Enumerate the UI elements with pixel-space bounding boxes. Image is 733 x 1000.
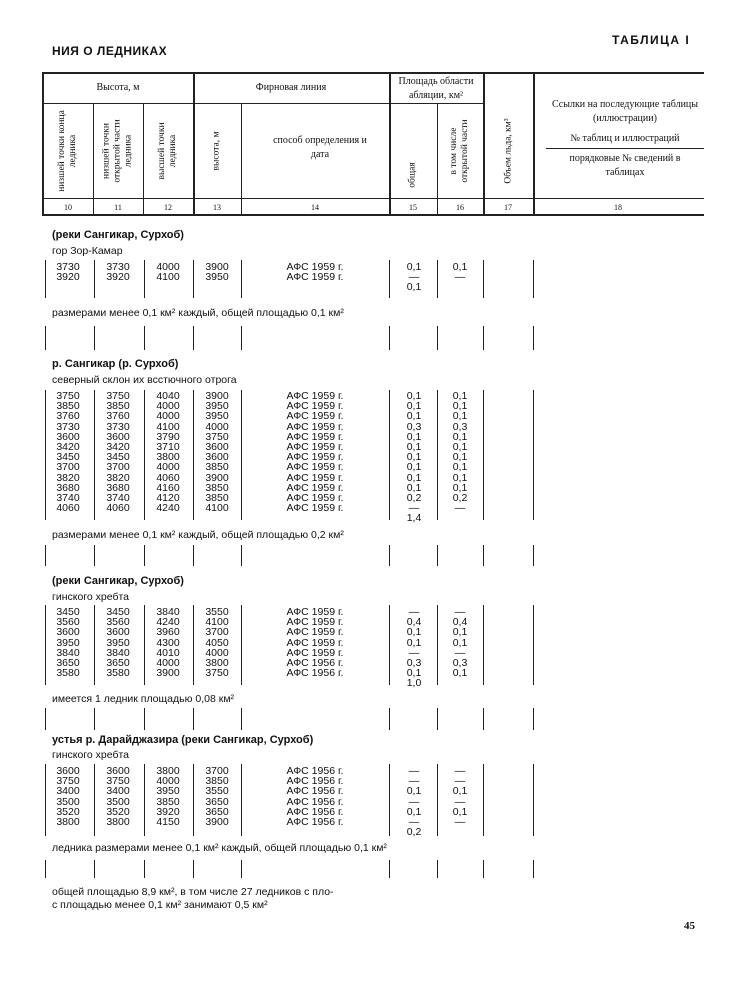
column-separator-tick <box>483 260 484 298</box>
col12-header: высшей точки ледника <box>157 122 178 180</box>
col14-values: АФС 1959 г. АФС 1959 г. АФС 1959 г. АФС 1959 г. АФС 1959 г. АФС 1956 г. АФС 1956 г. <box>286 606 344 680</box>
col13-values: 3900 3950 3950 4000 3750 3600 3600 3850 3900 3850 3850 4100 <box>205 390 229 515</box>
col12-values: 4000 4100 <box>156 261 180 284</box>
col-number: 12 <box>164 203 172 212</box>
column-separator-tick <box>94 764 95 836</box>
section-title: (реки Сангикар, Сурхоб) <box>52 575 184 587</box>
area-group-label: Площадь области абляции, км² <box>398 76 474 101</box>
header-title-left: НИЯ О ЛЕДНИКАХ <box>52 44 168 58</box>
column-separator-tick <box>437 260 438 298</box>
column-separator-tick <box>437 390 438 520</box>
column-separator-tick <box>193 326 194 350</box>
section-note: имеется 1 ледник площадью 0,08 км² <box>52 693 235 705</box>
column-separator-tick <box>483 390 484 520</box>
col16-header: в том числе открытой части <box>449 119 470 183</box>
col13-values: 3900 3950 <box>205 261 229 284</box>
column-separator-tick <box>144 390 145 520</box>
col14-header: способ определения и дата <box>273 135 367 160</box>
column-separator-tick <box>193 764 194 836</box>
footer-line-2: с площадью менее 0,1 км² занимают 0,5 км² <box>52 899 268 911</box>
col18-header-bot: порядковые № сведений в таблицах <box>569 153 681 178</box>
col15-values: — — 0,1 — 0,1 — 0,2 <box>406 765 422 839</box>
column-separator-tick <box>94 390 95 520</box>
col15-values: 0,1 — 0,1 <box>406 261 422 294</box>
height-group-label: Высота, м <box>96 82 140 93</box>
column-separator-tick <box>389 708 390 730</box>
section-note: размерами менее 0,1 км² каждый, общей площадью 0,2 км² <box>52 529 344 541</box>
column-separator-tick <box>45 326 46 350</box>
column-separator-tick <box>94 860 95 878</box>
column-separator-tick <box>437 326 438 350</box>
section-title: (реки Сангикар, Сурхоб) <box>52 229 184 241</box>
col14-values: АФС 1959 г. АФС 1959 г. АФС 1959 г. АФС 1959 г. АФС 1959 г. АФС 1959 г. АФС 1959 г. АФС 1959 г. АФС 1959 г. АФС 1959 г. АФС 1959 г. АФС 1959 г. <box>286 390 344 515</box>
column-separator-tick <box>45 860 46 878</box>
section-subtitle: гинского хребта <box>52 591 130 603</box>
col-number: 13 <box>213 203 221 212</box>
column-separator-tick <box>144 860 145 878</box>
section-note: размерами менее 0,1 км² каждый, общей площадью 0,1 км² <box>52 307 344 319</box>
header-divider <box>241 103 242 214</box>
col-number: 17 <box>504 203 512 212</box>
col13-values: 3550 4100 3700 4050 4000 3800 3750 <box>205 606 229 680</box>
col-number: 11 <box>114 203 122 212</box>
column-separator-tick <box>193 708 194 730</box>
col18-header-top: Ссылки на последующие таблицы (иллюстрации) <box>552 99 699 124</box>
column-separator-tick <box>144 764 145 836</box>
column-separator-tick <box>389 390 390 520</box>
column-separator-tick <box>94 326 95 350</box>
column-separator-tick <box>533 764 534 836</box>
column-separator-tick <box>389 545 390 566</box>
column-separator-tick <box>389 764 390 836</box>
col13-values: 3700 3850 3550 3650 3650 3900 <box>205 765 229 829</box>
col12-values: 3800 4000 3950 3850 3920 4150 <box>156 765 180 829</box>
footer-line-1: общей площадью 8,9 км², в том числе 27 ледников с пло- <box>52 886 334 898</box>
column-separator-tick <box>193 260 194 298</box>
column-separator-tick <box>45 764 46 836</box>
col15-values: — 0,4 0,1 0,1 — 0,3 0,1 1,0 <box>406 606 422 690</box>
column-separator-tick <box>389 260 390 298</box>
column-separator-tick <box>241 860 242 878</box>
section-title: р. Сангикар (р. Сурхоб) <box>52 358 179 370</box>
column-separator-tick <box>389 605 390 685</box>
col16-values: — — 0,1 — 0,1 — <box>452 765 468 829</box>
col-number: 18 <box>614 203 622 212</box>
col11-values: 3730 3920 <box>106 261 130 284</box>
column-separator-tick <box>144 708 145 730</box>
column-separator-tick <box>193 605 194 685</box>
column-separator-tick <box>193 390 194 520</box>
header-bottom-rule <box>42 214 704 216</box>
col-number: 16 <box>456 203 464 212</box>
col11-values: 3450 3560 3600 3950 3840 3650 3580 <box>106 606 130 680</box>
column-separator-tick <box>533 390 534 520</box>
column-separator-tick <box>45 390 46 520</box>
column-separator-tick <box>533 545 534 566</box>
header-divider <box>483 72 485 214</box>
col14-values: АФС 1959 г. АФС 1959 г. <box>286 261 344 284</box>
header-divider <box>437 103 438 214</box>
column-separator-tick <box>533 860 534 878</box>
firn-group-label: Фирновая линия <box>255 82 327 93</box>
col10-values: 3600 3750 3400 3500 3520 3800 <box>56 765 80 829</box>
column-separator-tick <box>241 545 242 566</box>
column-separator-tick <box>533 708 534 730</box>
column-separator-tick <box>144 605 145 685</box>
column-separator-tick <box>45 260 46 298</box>
col11-values: 3600 3750 3400 3500 3520 3800 <box>106 765 130 829</box>
col16-values: — 0,4 0,1 0,1 — 0,3 0,1 <box>452 606 468 680</box>
column-separator-tick <box>94 708 95 730</box>
page-number: 45 <box>684 920 695 932</box>
column-separator-tick <box>437 708 438 730</box>
header-divider <box>143 103 144 214</box>
header-title-right: ТАБЛИЦА I <box>612 33 691 47</box>
col16-values: 0,1 0,1 0,1 0,3 0,1 0,1 0,1 0,1 0,1 0,1 0,2 — <box>452 390 468 515</box>
column-separator-tick <box>437 605 438 685</box>
column-separator-tick <box>437 860 438 878</box>
col17-header: Объем льда, км³ <box>503 118 514 184</box>
col-number: 15 <box>409 203 417 212</box>
column-separator-tick <box>94 545 95 566</box>
column-separator-tick <box>144 326 145 350</box>
col12-values: 3840 4240 3960 4300 4010 4000 3900 <box>156 606 180 680</box>
column-separator-tick <box>45 605 46 685</box>
col-number: 14 <box>311 203 319 212</box>
column-separator-tick <box>389 860 390 878</box>
header-top-rule <box>42 72 704 74</box>
column-separator-tick <box>144 260 145 298</box>
col18-header-mid: № таблиц и иллюстраций <box>570 133 680 144</box>
column-separator-tick <box>45 545 46 566</box>
col10-values: 3730 3920 <box>56 261 80 284</box>
column-separator-tick <box>437 545 438 566</box>
header-group-rule <box>42 103 483 104</box>
column-separator-tick <box>193 545 194 566</box>
column-separator-tick <box>533 326 534 350</box>
col12-values: 4040 4000 4000 4100 3790 3710 3800 4000 4060 4160 4120 4240 <box>156 390 180 515</box>
column-separator-tick <box>437 764 438 836</box>
column-separator-tick <box>483 708 484 730</box>
col-number: 10 <box>64 203 72 212</box>
column-separator-tick <box>533 260 534 298</box>
section-title: устья р. Дарайджазира (реки Сангикар, Сурхоб) <box>52 734 314 746</box>
col15-values: 0,1 0,1 0,1 0,3 0,1 0,1 0,1 0,1 0,1 0,1 0,2 — 1,4 <box>406 390 422 525</box>
column-separator-tick <box>483 764 484 836</box>
column-separator-tick <box>241 326 242 350</box>
col10-values: 3750 3850 3760 3730 3600 3420 3450 3700 3820 3680 3740 4060 <box>56 390 80 515</box>
column-separator-tick <box>241 708 242 730</box>
section-subtitle: северный склон их всстючного отрога <box>52 374 237 386</box>
column-separator-tick <box>94 260 95 298</box>
header-number-rule <box>42 198 704 199</box>
header-divider <box>533 72 535 214</box>
column-separator-tick <box>45 708 46 730</box>
col14-values: АФС 1956 г. АФС 1956 г. АФС 1956 г. АФС 1956 г. АФС 1956 г. АФС 1956 г. <box>286 765 344 829</box>
column-separator-tick <box>241 260 242 298</box>
col11-header: низшей точки открытой части ледника <box>101 119 134 183</box>
column-separator-tick <box>241 764 242 836</box>
column-separator-tick <box>533 605 534 685</box>
col10-header: низшей точки конца ледника <box>57 110 78 192</box>
column-separator-tick <box>193 860 194 878</box>
col15-header: общая <box>407 162 418 188</box>
col16-values: 0,1 — <box>452 261 468 284</box>
column-separator-tick <box>241 390 242 520</box>
column-separator-tick <box>483 860 484 878</box>
section-note: ледника размерами менее 0,1 км² каждый, общей площадью 0,1 км² <box>52 842 387 854</box>
col13-header: высота, м <box>211 131 222 171</box>
column-separator-tick <box>483 605 484 685</box>
col18-rule <box>546 148 704 149</box>
section-subtitle: гор Зор-Камар <box>52 245 123 257</box>
col10-values: 3450 3560 3600 3950 3840 3650 3580 <box>56 606 80 680</box>
column-separator-tick <box>241 605 242 685</box>
section-subtitle: гинского хребта <box>52 749 130 761</box>
column-separator-tick <box>483 326 484 350</box>
column-separator-tick <box>389 326 390 350</box>
header-divider <box>93 103 94 214</box>
col11-values: 3750 3850 3760 3730 3600 3420 3450 3700 3820 3680 3740 4060 <box>106 390 130 515</box>
column-separator-tick <box>144 545 145 566</box>
column-separator-tick <box>483 545 484 566</box>
column-separator-tick <box>94 605 95 685</box>
